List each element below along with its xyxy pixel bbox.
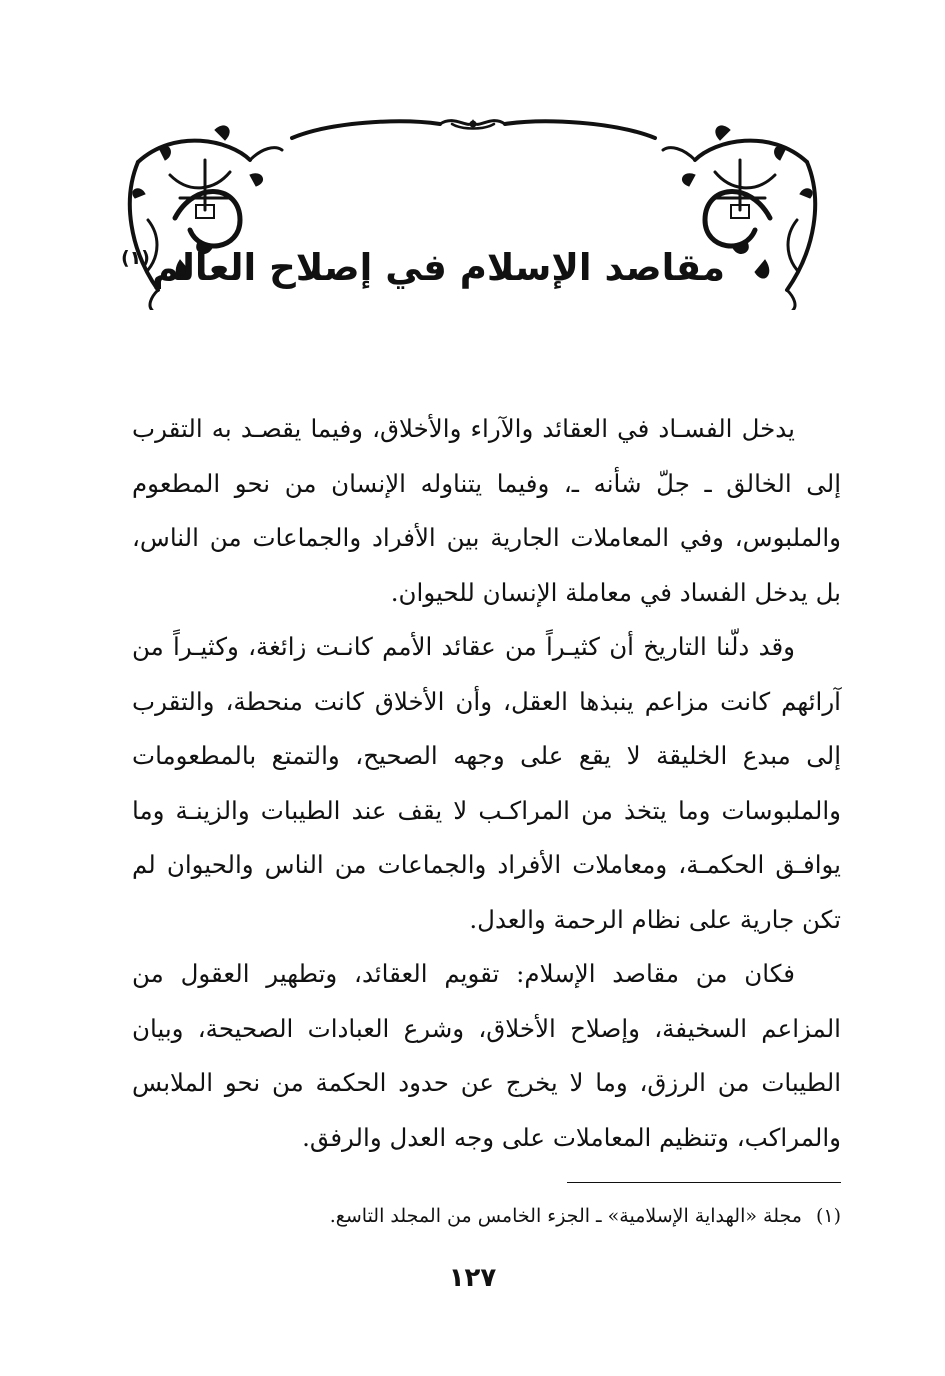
top-arch-ornament [292, 121, 655, 138]
paragraph-3: فكان من مقاصد الإسلام: تقويم العقائد، وتطهير العقول من المزاعم السخيفة، وإصلاح الأخلاق، وشرع العبادات الصحيحة، وبيان الطيبات من الرزق، وما لا يخرج عن حدود الحكمة من نحو الملابس والمراكب، وتنظيم المعاملات على وجه العدل والرفق. [132, 959, 841, 1152]
footnote [132, 1200, 841, 1232]
title-footnote-marker[interactable]: (١) [120, 247, 150, 269]
paragraph-2: وقد دلّنا التاريخ أن كثيـراً من عقائد الأمم كانـت زائغة، وكثيـراً من آرائهم كانت مزاعم ينبذها العقل، وأن الأخلاق كانت منحطة، والتقرب إلى مبدع الخليقة لا يقع على وجهه الصحيح، والتمتع بالمطعومات والملبوسات وما يتخذ من المراكـب لا يقف عند الطيبات والزينـة وما يوافـق الحكمـة، ومعاملات الأفراد والجماعات من الناس والحيوان لم تكن جارية على نظام الرحمة والعدل. [132, 632, 841, 934]
footnote-separator [567, 1182, 841, 1183]
page-number: ١٢٧ [448, 1263, 497, 1293]
paragraph-1: يدخل الفسـاد في العقائد والآراء والأخلاق، وفيما يقصـد به التقرب إلى الخالق ـ جلّ شأنه ـ، وفيما يتناوله الإنسان من نحو المطعوم والملبوس، وفي المعاملات الجارية بين الأفراد والجماعات من الناس، بل يدخل الفساد في معاملة الإنسان للحيوان. [132, 414, 841, 607]
body-text [132, 402, 841, 1165]
chapter-title [120, 228, 725, 298]
footnote-text: مجلة «الهداية الإسلامية» ـ الجزء الخامس من المجلد التاسع. [329, 1205, 802, 1227]
chapter-title-text: مقاصد الإسلام في إصلاح العالم [151, 246, 725, 289]
footnote-marker: (١) [815, 1205, 841, 1227]
